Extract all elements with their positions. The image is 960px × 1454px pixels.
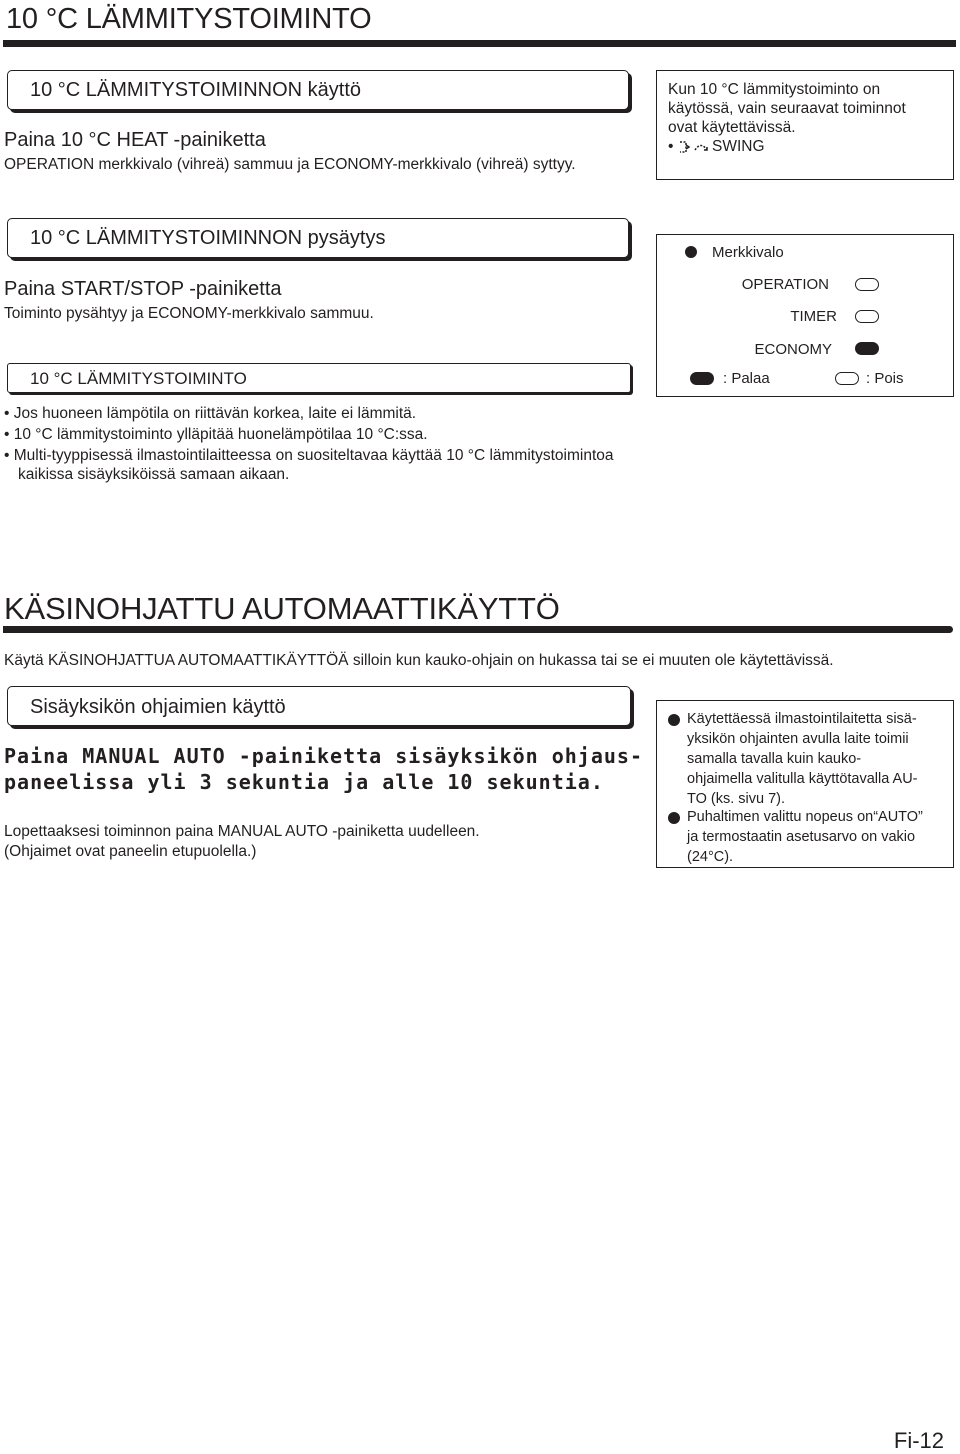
section-title-heating: 10 °C LÄMMITYSTOIMINTO xyxy=(6,3,372,35)
lamp-off-icon xyxy=(855,310,879,323)
heading-box-stop-title: 10 °C LÄMMITYSTOIMINNON pysäytys xyxy=(30,227,386,249)
manual-notes-box xyxy=(656,700,954,868)
section-rule-manual-auto xyxy=(3,626,953,633)
indicator-panel xyxy=(656,234,954,397)
page-number: Fi-12 xyxy=(893,1428,944,1453)
info-bullet-2-text: 10 °C lämmitystoiminto ylläpitää huonelämpötilaa 10 °C:ssa. xyxy=(13,426,428,443)
lamp-label-timer: TIMER xyxy=(790,308,837,325)
section-title-manual-auto: KÄSINOHJATTU AUTOMAATTIKÄYTTÖ xyxy=(4,591,560,626)
swing-row xyxy=(668,137,868,156)
note-1 xyxy=(687,709,943,809)
heading-box-use-title: 10 °C LÄMMITYSTOIMINNON käyttö xyxy=(30,79,362,101)
step-title-heat: Paina 10 °C HEAT -painiketta xyxy=(4,129,266,151)
bullet-dot-icon xyxy=(668,714,680,726)
lamp-on-icon xyxy=(855,342,879,355)
side-note-line-3: ovat käytettävissä. xyxy=(668,119,796,136)
manual-auto-intro: Käytä KÄSINOHJATTUA AUTOMAATTIKÄYTTÖÄ silloin kun kauko-ohjain on hukassa tai se ei muuten ole käytettävissä. xyxy=(4,652,834,669)
info-bullet-3 xyxy=(4,445,614,466)
heading-box-use xyxy=(7,70,629,110)
info-bullet-3-text: Multi-tyyppisessä ilmastointilaitteessa on suositeltavaa käyttää 10 °C lämmitystoimintoa xyxy=(13,447,614,464)
manual-stop-line-2: (Ohjaimet ovat paneelin etupuolella.) xyxy=(4,843,257,860)
swing-vertical-icon xyxy=(677,140,691,154)
step-text-stop: Toiminto pysähtyy ja ECONOMY-merkkivalo sammuu. xyxy=(4,305,374,322)
info-bullet-1 xyxy=(4,403,416,424)
note-2-line-1: Puhaltimen valittu nopeus on“AUTO” xyxy=(687,809,923,825)
note-1-line-2: yksikön ohjainten avulla laite toimii xyxy=(687,731,909,747)
bullet-dot-icon xyxy=(668,812,680,824)
legend-off-label: : Pois xyxy=(866,370,904,387)
heading-box-indoor xyxy=(7,686,631,726)
bullet-dot-icon: • xyxy=(668,138,674,155)
note-2-line-3: (24°C). xyxy=(687,849,734,865)
note-2-line-2: ja termostaatin asetusarvo on vakio xyxy=(687,829,916,845)
note-1-line-1: Käytettäessä ilmastointilaitetta sisä- xyxy=(687,711,917,727)
note-1-line-5: TO (ks. sivu 7). xyxy=(687,791,786,807)
manual-step-line-2: paneelissa yli 3 sekuntia ja alle 10 sekuntia. xyxy=(4,770,604,794)
heading-box-stop xyxy=(7,218,629,258)
section-rule-heating xyxy=(3,40,956,47)
info-bullet-2 xyxy=(4,424,428,445)
lamp-off-icon xyxy=(855,278,879,291)
bullet-dot-icon xyxy=(685,246,697,258)
step-title-stop: Paina START/STOP -painiketta xyxy=(4,278,282,300)
indicator-title: Merkkivalo xyxy=(712,244,784,261)
bullet-dot-icon: • xyxy=(4,447,14,464)
info-bullet-1-text: Jos huoneen lämpötila on riittävän korkea, laite ei lämmitä. xyxy=(13,405,417,422)
heading-box-info-title: 10 °C LÄMMITYSTOIMINTO xyxy=(30,369,247,388)
heading-box-info xyxy=(7,363,631,393)
lamp-on-icon xyxy=(690,372,714,385)
info-bullet-3-continuation: kaikissa sisäyksiköissä samaan aikaan. xyxy=(18,466,290,483)
swing-horizontal-icon xyxy=(693,140,709,154)
bullet-dot-icon: • xyxy=(4,426,14,443)
heading-box-indoor-title: Sisäyksikön ohjaimien käyttö xyxy=(30,696,286,718)
note-1-line-3: samalla tavalla kuin kauko- xyxy=(687,751,862,767)
legend-on-label: : Palaa xyxy=(723,370,770,387)
swing-label: SWING xyxy=(712,138,765,155)
side-note-line-2: käytössä, vain seuraavat toiminnot xyxy=(668,100,906,117)
lamp-off-icon xyxy=(835,372,859,385)
side-note-box xyxy=(656,70,954,180)
side-note-line-1: Kun 10 °C lämmitystoiminto on xyxy=(668,81,881,98)
step-text-heat: OPERATION merkkivalo (vihreä) sammuu ja ECONOMY-merkkivalo (vihreä) syttyy. xyxy=(4,156,576,173)
manual-stop-line-1: Lopettaaksesi toiminnon paina MANUAL AUTO -painiketta uudelleen. xyxy=(4,823,480,840)
lamp-label-operation: OPERATION xyxy=(741,276,829,293)
lamp-label-economy: ECONOMY xyxy=(754,341,832,358)
note-1-line-4: ohjaimella valitulla käyttötavalla AU- xyxy=(687,771,918,787)
manual-step-line-1: Paina MANUAL AUTO -painiketta sisäyksikön ohjaus- xyxy=(4,744,644,768)
note-2 xyxy=(687,807,943,867)
bullet-dot-icon: • xyxy=(4,405,14,422)
